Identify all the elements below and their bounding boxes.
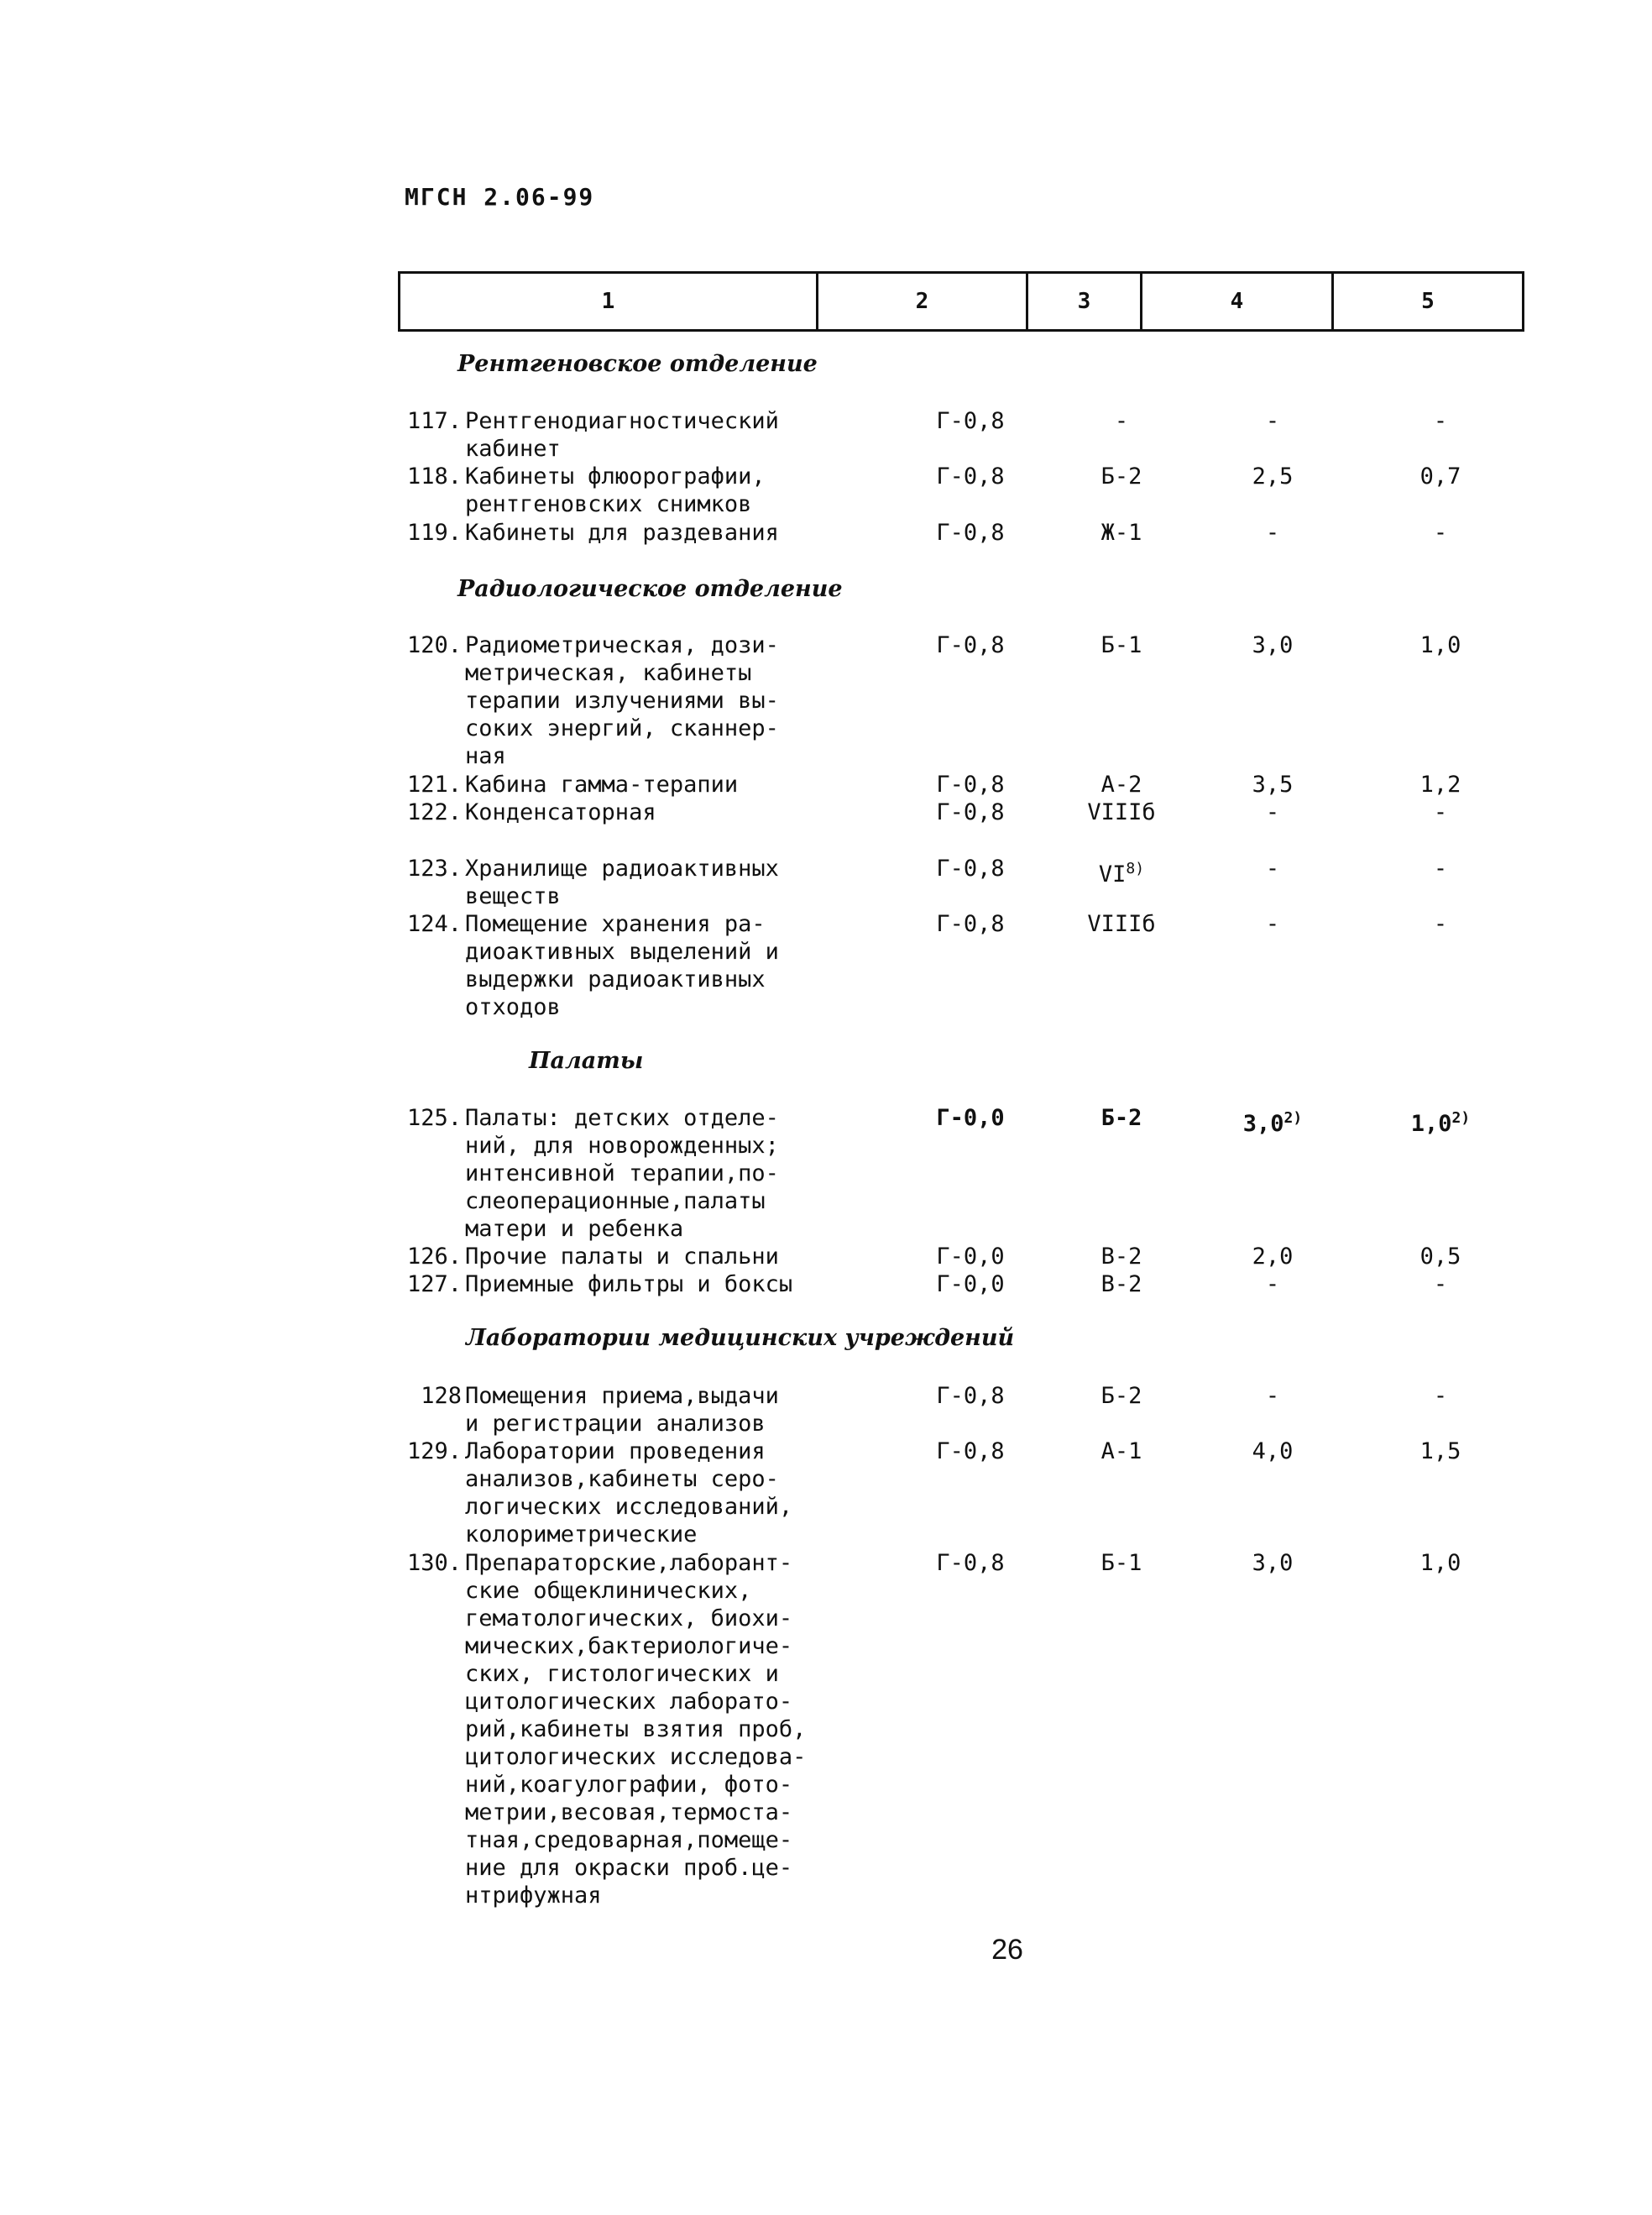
cell-col2: Г-0,8: [936, 799, 1005, 825]
room-name: Прочие палаты и спальни: [465, 1244, 779, 1270]
row-number: 130.: [406, 1550, 462, 1576]
room-name-continued: слеоперационные,палаты: [465, 1188, 766, 1214]
table-row: [391, 1270, 1566, 1304]
cell-col3: Ж-1: [1100, 520, 1142, 546]
cell-col3: Б-1: [1100, 1550, 1142, 1576]
cell-col5: -: [1433, 1271, 1448, 1297]
cell-col2: Г-0,8: [936, 1550, 1005, 1576]
cell-col5: -: [1433, 1383, 1448, 1409]
cell-col4: -: [1265, 1271, 1280, 1297]
room-name-continued: выдержки радиоактивных: [465, 966, 766, 992]
cell-col5: -: [1433, 799, 1448, 825]
table-row: [391, 855, 1566, 888]
cell-col4: 3,0$^{2)}$: [1242, 1109, 1303, 1137]
section-title-radiology: Радиологическое отделение: [457, 576, 843, 602]
document-code: МГСН 2.06-99: [405, 183, 595, 211]
room-name-continued: отходов: [465, 994, 561, 1020]
cell-col4: -: [1265, 799, 1280, 825]
room-name-continued: рентгеновских снимков: [465, 491, 752, 517]
room-name-continued: ских, гистологических и: [465, 1661, 779, 1687]
row-number: 129.: [406, 1438, 462, 1464]
cell-col5: -: [1433, 520, 1448, 546]
room-name-continued: мических,бактериологиче-: [465, 1633, 793, 1659]
room-name-continued: метрии,весовая,термоста-: [465, 1799, 793, 1825]
cell-col3: Б-1: [1100, 632, 1142, 658]
room-name-continued: нтрифужная: [465, 1882, 602, 1909]
row-number: 118.: [406, 463, 462, 490]
room-name: Лаборатории проведения: [465, 1438, 766, 1464]
room-name-continued: и регистрации анализов: [465, 1411, 766, 1437]
section-title-wards: Палаты: [529, 1048, 644, 1074]
cell-col4: 4,0: [1252, 1438, 1294, 1464]
row-number: 123.: [406, 856, 462, 882]
cell-col4: 3,0: [1252, 1550, 1294, 1576]
room-name: Хранилище радиоактивных: [465, 856, 779, 882]
cell-col4: -: [1265, 1383, 1280, 1409]
column-header-3: 3: [1028, 274, 1142, 329]
table-row: [391, 519, 1566, 552]
room-name-continued: кабинет: [465, 436, 561, 462]
cell-col3: Б-2: [1100, 1383, 1142, 1409]
cell-col3: VIIIб: [1087, 799, 1156, 825]
room-name-continued: соких энергий, сканнер-: [465, 715, 779, 741]
cell-col3: Б-2: [1100, 463, 1142, 490]
cell-col3: VIIIб: [1087, 911, 1156, 937]
cell-col4: -: [1265, 911, 1280, 937]
cell-col4: -: [1265, 856, 1280, 882]
cell-col5: -: [1433, 408, 1448, 434]
cell-col2: Г-0,0: [936, 1105, 1005, 1131]
cell-col4: 2,5: [1252, 463, 1294, 490]
column-header-2: 2: [818, 274, 1028, 329]
row-number: 119.: [406, 520, 462, 546]
row-number: 117.: [406, 408, 462, 434]
cell-col4: 3,0: [1252, 632, 1294, 658]
column-header-5: 5: [1421, 289, 1435, 314]
row-number: 122.: [406, 799, 462, 825]
room-name-continued: рий,кабинеты взятия проб,: [465, 1716, 807, 1742]
cell-col4: -: [1265, 520, 1280, 546]
room-name: Приемные фильтры и боксы: [465, 1271, 793, 1297]
cell-col2: Г-0,0: [936, 1244, 1005, 1270]
room-name-continued: терапии излучениями вы-: [465, 688, 779, 714]
cell-col3: А-1: [1100, 1438, 1142, 1464]
room-name-continued: ная: [465, 743, 506, 769]
column-header-4: 4: [1142, 274, 1334, 329]
cell-col5: 1,5: [1419, 1438, 1461, 1464]
cell-col3: -: [1114, 408, 1129, 434]
cell-col2: Г-0,8: [936, 1383, 1005, 1409]
room-name: Помещение хранения ра-: [465, 911, 766, 937]
room-name-continued: ние для окраски проб.це-: [465, 1855, 793, 1881]
cell-col4: 2,0: [1252, 1244, 1294, 1270]
room-name-continued: колориметрические: [465, 1521, 698, 1547]
column-header-1: 1: [400, 274, 818, 329]
cell-col3: VI$^{8)}$: [1098, 860, 1145, 888]
row-number: 124.: [406, 911, 462, 937]
column-header-table: [398, 271, 1524, 332]
cell-col4: -: [1265, 408, 1280, 434]
room-name: Препараторские,лаборант-: [465, 1550, 793, 1576]
cell-col5: 1,0: [1419, 1550, 1461, 1576]
room-name: Помещения приема,выдачи: [465, 1383, 779, 1409]
cell-col5: 1,0$^{2)}$: [1410, 1109, 1471, 1137]
room-name-continued: диоактивных выделений и: [465, 939, 779, 965]
cell-col2: Г-0,8: [936, 856, 1005, 882]
room-name-continued: анализов,кабинеты серо-: [465, 1466, 779, 1492]
cell-col2: Г-0,8: [936, 463, 1005, 490]
room-name-continued: цитологических исследова-: [465, 1744, 807, 1770]
room-name-continued: ний, для новорожденных;: [465, 1133, 779, 1159]
room-name: Кабинеты для раздевания: [465, 520, 779, 546]
section-title-xray: Рентгеновское отделение: [457, 351, 818, 377]
row-number: 121.: [406, 772, 462, 798]
room-name-continued: гематологических, биохи-: [465, 1605, 793, 1631]
room-name-continued: матери и ребенка: [465, 1216, 684, 1242]
row-number: 125.: [406, 1105, 462, 1131]
room-name-continued: ские общеклинических,: [465, 1578, 752, 1604]
cell-col3: В-2: [1100, 1244, 1142, 1270]
cell-col3: В-2: [1100, 1271, 1142, 1297]
cell-col5: 1,0: [1419, 632, 1461, 658]
cell-col2: Г-0,0: [936, 1271, 1005, 1297]
cell-col2: Г-0,8: [936, 520, 1005, 546]
room-name: Палаты: детских отделе-: [465, 1105, 779, 1131]
room-name-continued: веществ: [465, 883, 561, 909]
room-name-continued: тная,средоварная,помеще-: [465, 1827, 793, 1853]
room-name: Радиометрическая, дози-: [465, 632, 779, 658]
room-name-continued: интенсивной терапии,по-: [465, 1160, 779, 1186]
cell-col2: Г-0,8: [936, 772, 1005, 798]
cell-col4: 3,5: [1252, 772, 1294, 798]
page-number: 26: [991, 1934, 1023, 1966]
cell-col2: Г-0,8: [936, 911, 1005, 937]
cell-col2: Г-0,8: [936, 632, 1005, 658]
table-row: [391, 799, 1566, 832]
row-number: 127.: [406, 1271, 462, 1297]
room-name-continued: метрическая, кабинеты: [465, 660, 752, 686]
room-name-continued: ний,коагулографии, фото-: [465, 1772, 793, 1798]
row-number: 128: [421, 1383, 462, 1409]
row-number: 120.: [406, 632, 462, 658]
room-name: Конденсаторная: [465, 799, 656, 825]
cell-col5: 1,2: [1419, 772, 1461, 798]
table-row: [391, 407, 1566, 441]
room-name-continued: цитологических лаборато-: [465, 1689, 793, 1715]
cell-col5: -: [1433, 911, 1448, 937]
section-title-labs: Лаборатории медицинских учреждений: [466, 1325, 1015, 1351]
room-name: Кабинеты флюорографии,: [465, 463, 766, 490]
room-name-continued: логических исследований,: [465, 1494, 793, 1520]
cell-col3: Б-2: [1100, 1105, 1142, 1131]
cell-col5: 0,7: [1419, 463, 1461, 490]
cell-col2: Г-0,8: [936, 408, 1005, 434]
cell-col2: Г-0,8: [936, 1438, 1005, 1464]
cell-col5: 0,5: [1419, 1244, 1461, 1270]
cell-col5: -: [1433, 856, 1448, 882]
room-name: Рентгенодиагностический: [465, 408, 779, 434]
room-name: Кабина гамма-терапии: [465, 772, 739, 798]
cell-col3: А-2: [1100, 772, 1142, 798]
row-number: 126.: [406, 1244, 462, 1270]
